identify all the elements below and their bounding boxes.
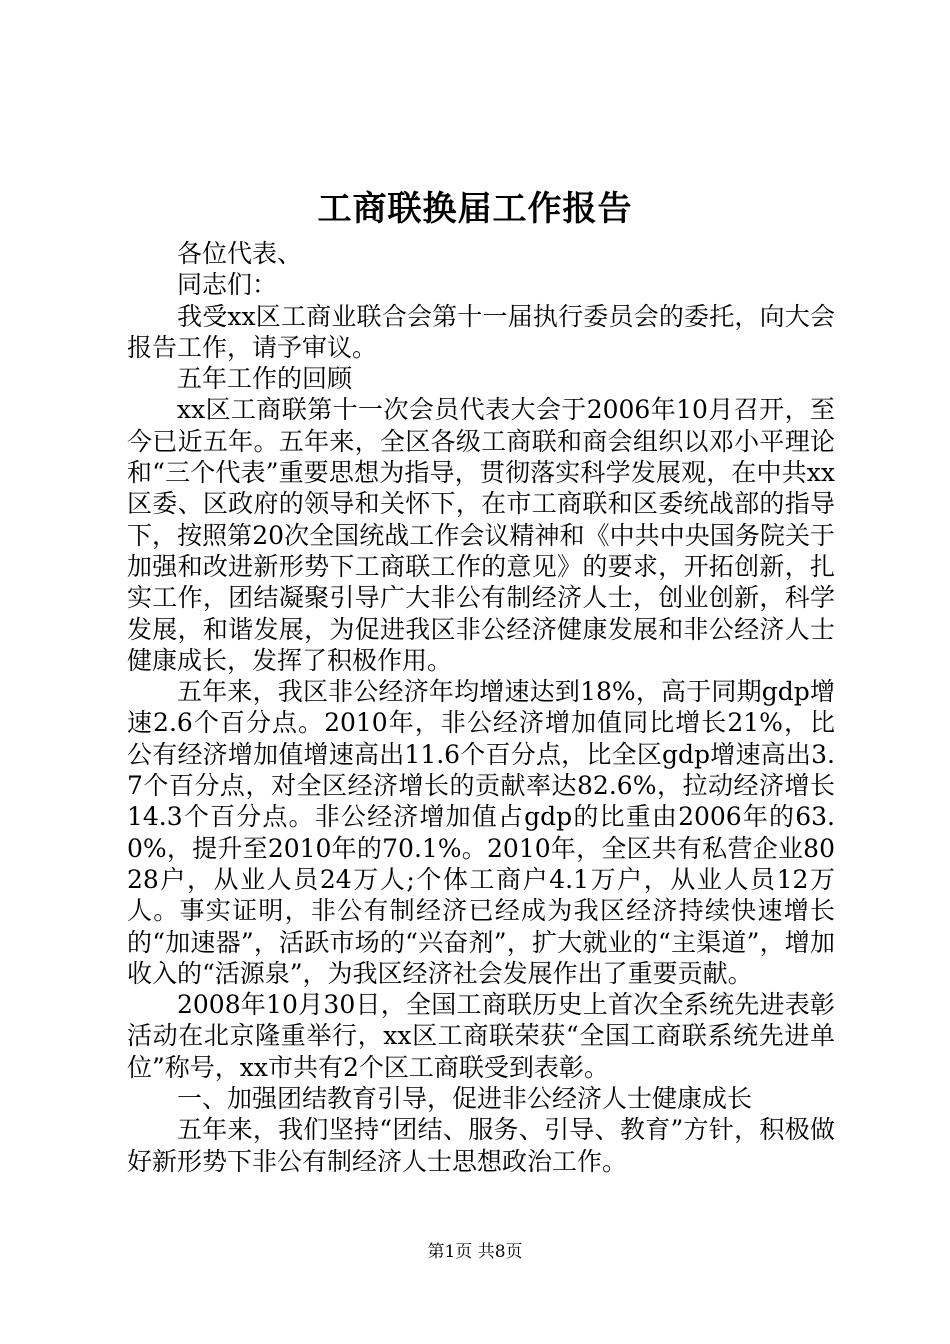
section-heading-one: 一、加强团结教育引导，促进非公经济人士健康成长 [177, 1084, 753, 1114]
document-title: 工商联换届工作报告 [317, 189, 633, 229]
paragraph-statistics: 五年来，我区非公经济年均增速达到18%，高于同期gdp增速2.6个百分点。2010年，非公经济增加值同比增长21%，比公有经济增加值增速高出11.6个百分点，比全区gdp增速高出3.7个百分点，对全区经济增长的贡献率达82.6%，拉动经济增长14.3个百分点。非公经济增加值占gdp的比重由2006年的63.0%，提升至2010年的70.1%。2010年，全区共有私营企业8028户，从业人员24万人;个体工商户4.1万户，从业人员12万人。事实证明，非公有制经济已经成为我区经济持续快速增长的“加速器”，活跃市场的“兴奋剂”，扩大就业的“主渠道”，增加收入的“活源泉”，为我区经济社会发展作出了重要贡献。 [127, 677, 835, 988]
page-number: 第1页 共8页 [427, 1242, 523, 1262]
paragraph-award: 2008年10月30日，全国工商联历史上首次全系统先进表彰活动在北京隆重举行，xx区工商联荣获“全国工商联系统先进单位”称号，xx市共有2个区工商联受到表彰。 [127, 990, 835, 1082]
paragraph-salutation-2: 同志们： [177, 270, 278, 300]
paragraph-review: xx区工商联第十一次会员代表大会于2006年10月召开，至今已近五年。五年来，全区各级工商联和商会组织以邓小平理论和“三个代表”重要思想为指导，贯彻落实科学发展观，在中共xx区委、区政府的领导和关怀下，在市工商联和区委统战部的指导下，按照第20次全国统战工作会议精神和《中共中央国务院关于加强和改进新形势下工商联工作的意见》的要求，开拓创新，扎实工作，团结凝聚引导广大非公有制经济人士，创业创新，科学发展，和谐发展，为促进我区非公经济健康发展和非公经济人士健康成长，发挥了积极作用。 [127, 395, 835, 675]
paragraph-policy: 五年来，我们坚持“团结、服务、引导、教育”方针，积极做好新形势下非公有制经济人士思想政治工作。 [127, 1115, 835, 1176]
document-body [127, 238, 835, 1177]
paragraph-intro: 我受xx区工商业联合会第十一届执行委员会的委托，向大会报告工作，请予审议。 [127, 301, 835, 362]
paragraph-salutation-1: 各位代表、 [177, 239, 303, 268]
section-heading-review: 五年工作的回顾 [177, 364, 353, 394]
